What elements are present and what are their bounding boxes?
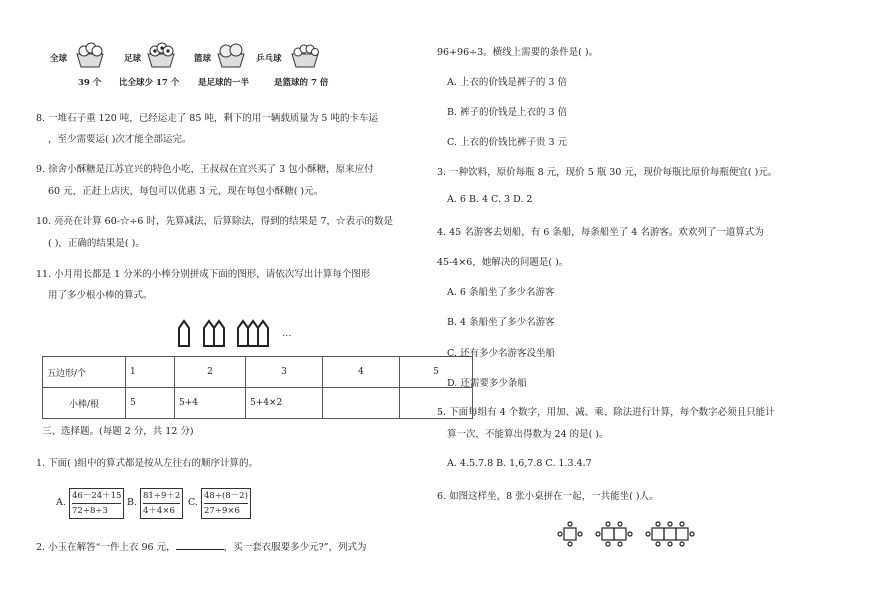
- option-a-expr-2: 72÷8÷3: [72, 506, 108, 516]
- ball-caption-4: 是篮球的 7 倍: [274, 78, 329, 88]
- table-row: [43, 388, 473, 419]
- football-basket-icon: [146, 42, 176, 68]
- option-c-expr-2: 27÷9×6: [204, 506, 240, 516]
- choice-5-line-2: 算一次，不能算出得数为 24 的是( )。: [447, 429, 609, 440]
- soccer-ball-basket-icon: [75, 42, 105, 68]
- pingpong-basket-icon: [290, 42, 320, 68]
- table-cell[interactable]: [323, 388, 400, 419]
- option-b-box[interactable]: [140, 488, 183, 519]
- choice-4-line-1: 4. 45 名游客去划船，有 6 条船，每条船坐了 4 名游客。欢欢列了一道算式为: [437, 227, 764, 238]
- desk-seating-figure: [556, 520, 716, 548]
- table-cell: 小棒/根: [43, 388, 126, 419]
- ball-caption-3: 是足球的一半: [198, 78, 250, 88]
- pentagon-stick-figures: [176, 318, 286, 348]
- ellipsis-text: …: [282, 328, 292, 339]
- table-cell: 5: [400, 357, 473, 388]
- choice-2-option-a[interactable]: A. 上衣的价钱是裤子的 3 倍: [447, 77, 567, 88]
- question-8-line-2: ，至少需要运( )次才能全部运完。: [48, 134, 192, 145]
- choice-1-question: 1. 下面( )组中的算式都是按从左往右的顺序计算的。: [36, 458, 259, 469]
- option-b-letter: B.: [127, 497, 138, 508]
- question-10-line-1: 10. 亮亮在计算 60-☆÷6 时，先算减法，后算除法，得到的结果是 7，☆表示的数是: [36, 216, 394, 227]
- choice-2-text-part-2: ，买一套衣服要多少元?”，列式为: [223, 542, 367, 553]
- option-c-letter: C.: [188, 497, 198, 508]
- table-cell: 五边形/个: [43, 357, 126, 388]
- question-9-line-2: 60 元，正赶上店庆，每包可以优惠 3 元，现在每包小酥糖( )元。: [48, 186, 324, 197]
- option-a-letter: A.: [56, 497, 66, 508]
- option-b-expr-2: 4＋4×6: [143, 506, 175, 516]
- basketball-basket-icon: [216, 42, 246, 68]
- table-cell: 3: [246, 357, 323, 388]
- choice-3-question: 3. 一种饮料，原价每瓶 8 元，现价 5 瓶 30 元，现价每瓶比原价每瓶便宜( )元。: [437, 167, 778, 178]
- question-8-line-1: 8. 一堆石子重 120 吨，已经运走了 85 吨，剩下的用一辆载质量为 5 吨的卡车运: [36, 113, 378, 124]
- choice-4-option-d[interactable]: D. 还需要多少条船: [447, 378, 527, 389]
- option-c-box[interactable]: [201, 488, 251, 519]
- ball-label-2: 足球: [124, 54, 142, 64]
- table-cell: 5+4: [175, 388, 246, 419]
- choice-4-option-b[interactable]: B. 4 条船坐了多少名游客: [447, 317, 555, 328]
- ball-baskets-row: [48, 42, 338, 92]
- choice-6-question: 6. 如图这样坐，8 张小桌拼在一起，一共能坐( )人。: [437, 491, 659, 502]
- ball-label-4: 乒乓球: [256, 54, 282, 64]
- table-cell: 1: [126, 357, 175, 388]
- ball-label-3: 篮球: [194, 54, 212, 64]
- table-cell: 4: [323, 357, 400, 388]
- pentagon-stick-table: [42, 356, 473, 419]
- choice-2-blank[interactable]: [176, 540, 224, 550]
- choice-3-options[interactable]: A. 6 B. 4 C. 3 D. 2: [447, 194, 533, 205]
- table-cell: 5+4×2: [246, 388, 323, 419]
- ball-caption-2: 比全球少 17 个: [119, 78, 180, 88]
- question-11-line-2: 用了多少根小棒的算式。: [48, 290, 153, 301]
- choice-4-line-2: 45-4×6，她解决的问题是( )。: [437, 257, 569, 268]
- choice-4-option-a[interactable]: A. 6 条船坐了多少名游客: [447, 287, 555, 298]
- ball-label-1: 全球: [50, 54, 68, 64]
- ball-caption-1: 39 个: [78, 78, 102, 88]
- choice-2-question: [36, 539, 367, 553]
- choice-2-text-part-1: 2. 小玉在解答“一件上衣 96 元，: [36, 542, 176, 553]
- option-a-box[interactable]: [69, 488, 124, 519]
- table-row: [43, 357, 473, 388]
- section-3-heading: 三、选择题。(每题 2 分，共 12 分): [42, 426, 194, 437]
- choice-5-options[interactable]: A. 4.5.7.8 B. 1,6,7.8 C. 1.3.4.7: [447, 458, 592, 469]
- choice-4-option-c[interactable]: C. 还有多少名游客没坐船: [447, 348, 555, 359]
- choice-2-option-c[interactable]: C. 上衣的价钱比裤子贵 3 元: [447, 137, 568, 148]
- option-a-expr-1: 46－24＋15: [72, 489, 121, 504]
- choice-2-option-b[interactable]: B. 裤子的价钱是上衣的 3 倍: [447, 107, 568, 118]
- question-11-line-1: 11. 小月用长都是 1 分米的小棒分别拼成下面的图形，请依次写出计算每个图形: [36, 269, 371, 280]
- table-cell: 2: [175, 357, 246, 388]
- question-9-line-1: 9. 徐舍小酥糖是江苏宜兴的特色小吃，王叔叔在宜兴买了 3 包小酥糖，原来应付: [36, 164, 374, 175]
- question-10-line-2: ( )，正确的结果是( )。: [48, 238, 145, 249]
- option-b-expr-1: 81÷9＋2: [143, 489, 180, 504]
- option-c-expr-1: 48÷(8－2): [204, 489, 248, 504]
- choice-5-line-1: 5. 下面每组有 4 个数字，用加、减、乘、除法进行计算，每个数字必须且只能计: [437, 407, 775, 418]
- choice-2-continued: 96+96÷3。横线上需要的条件是( )。: [437, 47, 599, 58]
- table-cell: 5: [126, 388, 175, 419]
